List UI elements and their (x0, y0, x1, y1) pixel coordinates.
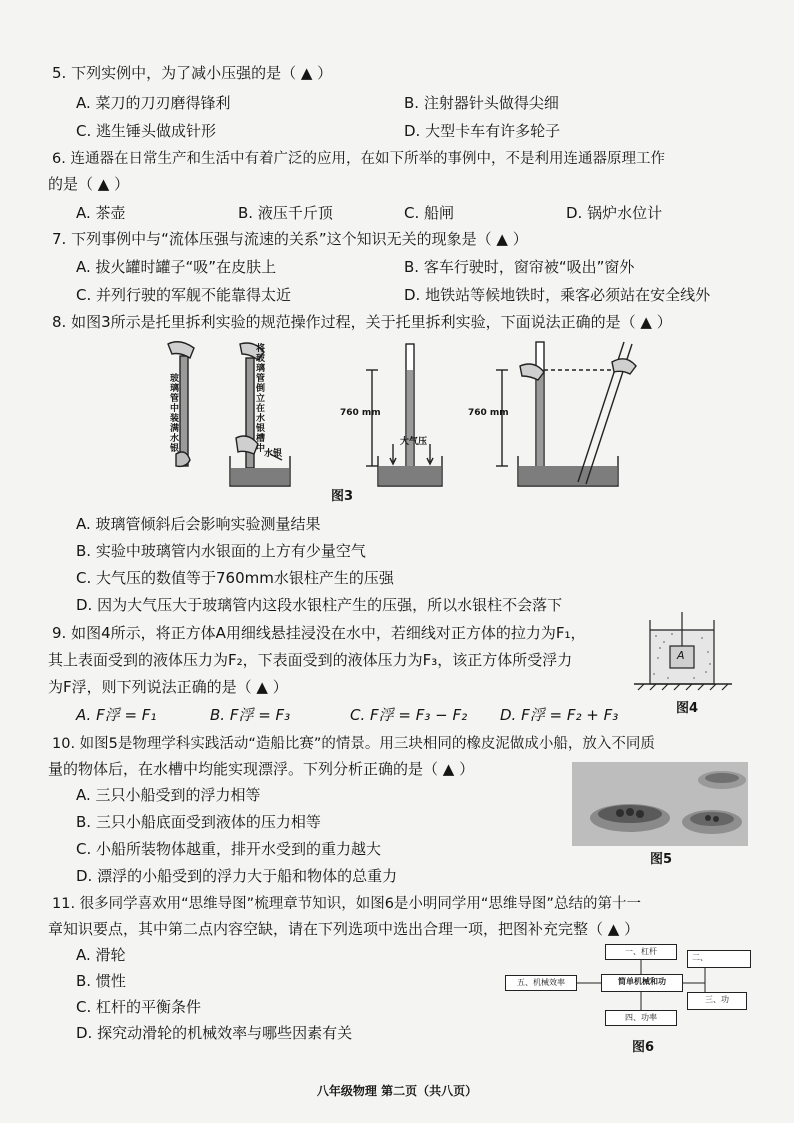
q11-stem-cont: 章知识要点，其中第二点内容空缺，请在下列选项中选出合理一项，把图补充完整（ ▲ ） (48, 920, 640, 938)
q11-option-b: B. 惯性 (76, 972, 126, 990)
q8-stem: 8. 如图3所示是托里拆利实验的规范操作过程，关于托里拆利实验，下面说法正确的是（ ▲ ） (52, 313, 672, 331)
q7-option-a: A. 拔火罐时罐子“吸”在皮肤上 (76, 258, 277, 276)
q8-option-a: A. 玻璃管倾斜后会影响实验测量结果 (76, 515, 321, 533)
q10-option-c: C. 小船所装物体越重，排开水受到的重力越大 (76, 840, 382, 858)
fig3-height-2: 760 mm (468, 408, 509, 418)
q5-option-c: C. 逃生锤头做成针形 (76, 122, 217, 140)
q11-option-c: C. 杠杆的平衡条件 (76, 998, 202, 1016)
fig6-center-node: 简单机械和功 (601, 974, 683, 992)
q9-option-b: B. F浮 = F₃ (210, 706, 291, 724)
q9-option-c: C. F浮 = F₃ − F₂ (350, 706, 468, 724)
q10-option-d: D. 漂浮的小船受到的浮力大于船和物体的总重力 (76, 867, 398, 885)
fig6-node-2-blank: 二、 (687, 950, 751, 968)
q5-option-d: D. 大型卡车有许多轮子 (404, 122, 561, 140)
fig4-block-label: A (677, 649, 685, 662)
q9-stem: 9. 如图4所示，将正方体A用细线悬挂浸没在水中，若细线对正方体的拉力为F₁， (52, 624, 586, 642)
q8-option-c: C. 大气压的数值等于760mm水银柱产生的压强 (76, 569, 394, 587)
q11-stem: 11. 很多同学喜欢用“思维导图”梳理章节知识，如图6是小明同学用“思维导图”总结的第十一 (52, 896, 641, 912)
q10-option-b: B. 三只小船底面受到液体的压力相等 (76, 813, 321, 831)
q10-stem: 10. 如图5是物理学科实践活动“造船比赛”的情景。用三块相同的橡皮泥做成小船，放入不同质 (52, 736, 655, 752)
fig6-mind-map (505, 938, 747, 1030)
q6-option-d: D. 锅炉水位计 (566, 204, 663, 222)
fig4-caption: 图4 (676, 701, 699, 716)
q11-option-a: A. 滑轮 (76, 946, 126, 964)
q7-option-c: C. 并列行驶的军舰不能靠得太近 (76, 286, 292, 304)
fig5-caption: 图5 (650, 852, 673, 867)
q10-option-a: A. 三只小船受到的浮力相等 (76, 786, 261, 804)
q10-stem-cont: 量的物体后，在水槽中均能实现漂浮。下列分析正确的是（ ▲ ） (48, 760, 475, 778)
q9-stem-cont2: 为F浮，则下列说法正确的是（ ▲ ） (48, 678, 288, 696)
q9-option-a: A. F浮 = F₁ (76, 706, 157, 724)
q6-option-b: B. 液压千斤顶 (238, 204, 333, 222)
fig6-node-3: 三、功 (687, 992, 747, 1010)
q6-option-a: A. 茶壶 (76, 204, 126, 222)
q9-option-d: D. F浮 = F₂ + F₃ (500, 706, 619, 724)
q11-option-d: D. 探究动滑轮的机械效率与哪些因素有关 (76, 1024, 353, 1042)
q7-option-d: D. 地铁站等候地铁时，乘客必须站在安全线外 (404, 286, 711, 304)
fig4-cube-in-water (628, 612, 738, 692)
fig5-boat-photo (572, 762, 748, 846)
fig3-label-mercury: 水银 (264, 449, 283, 459)
q6-stem-cont: 的是（ ▲ ） (48, 175, 130, 193)
q9-stem-cont: 其上表面受到的液体压力为F₂，下表面受到的液体压力为F₃，该正方体所受浮力 (48, 651, 573, 669)
fig3-label-invert: 将玻璃管倒立在水银槽中 (256, 344, 266, 454)
fig6-node-1: 一、杠杆 (605, 944, 677, 960)
fig6-node-5: 五、机械效率 (505, 975, 577, 991)
q7-stem: 7. 下列事例中与“流体压强与流速的关系”这个知识无关的现象是（ ▲ ） (52, 230, 528, 248)
q7-option-b: B. 客车行驶时，窗帘被“吸出”窗外 (404, 258, 635, 276)
q8-option-b: B. 实验中玻璃管内水银面的上方有少量空气 (76, 542, 366, 560)
q5-stem: 5. 下列实例中，为了减小压强的是（ ▲ ） (52, 64, 333, 82)
fig3-height-1: 760 mm (340, 408, 381, 418)
q8-option-d: D. 因为大气压大于玻璃管内这段水银柱产生的压强，所以水银柱不会落下 (76, 596, 563, 614)
fig3-label-tube-full: 玻璃管中装满水银 (170, 374, 180, 454)
fig3-torricelli-diagram (150, 336, 650, 506)
fig3-caption: 图3 (331, 489, 354, 504)
q6-option-c: C. 船闸 (404, 204, 455, 222)
q6-stem: 6. 连通器在日常生产和生活中有着广泛的应用，在如下所举的事例中，不是利用连通器原理工作 (52, 151, 665, 167)
q5-option-b: B. 注射器针头做得尖细 (404, 94, 559, 112)
fig6-caption: 图6 (632, 1040, 655, 1055)
fig3-label-atm: 大气压 (400, 437, 428, 447)
fig6-node-4: 四、功率 (605, 1010, 677, 1026)
q5-option-a: A. 菜刀的刀刃磨得锋利 (76, 94, 231, 112)
page-footer: 八年级物理 第二页（共八页） (316, 1084, 478, 1098)
